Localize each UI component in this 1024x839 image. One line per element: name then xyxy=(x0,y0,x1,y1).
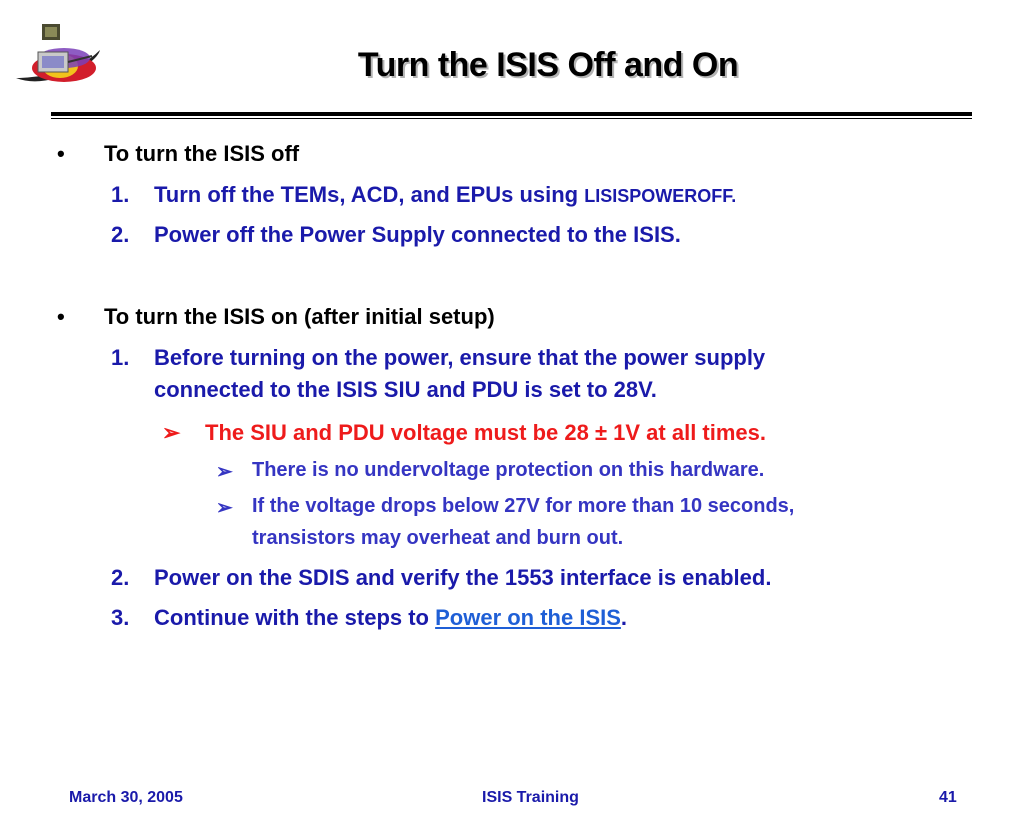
step-number: 2. xyxy=(111,222,130,247)
step-number: 1. xyxy=(111,345,130,370)
step-text: Power off the Power Supply connected to the ISIS. xyxy=(154,222,681,247)
footer-date: March 30, 2005 xyxy=(69,789,183,806)
arrow-bullet-icon: ➢ xyxy=(162,420,181,445)
step-text: Continue with the steps to xyxy=(154,605,436,630)
bullet-dot: • xyxy=(57,141,65,166)
bullet-dot: • xyxy=(57,304,65,329)
step-number: 2. xyxy=(111,565,130,590)
step-text: Power on the SDIS and verify the 1553 interface is enabled. xyxy=(154,565,772,590)
step-text-end: . xyxy=(620,605,628,630)
command-name: LISISPOWEROFF. xyxy=(584,186,737,206)
title-rule xyxy=(51,112,972,116)
note-text-line1: If the voltage drops below 27V for more than 10 seconds, xyxy=(252,495,795,517)
section-heading: To turn the ISIS on (after initial setup) xyxy=(104,304,495,329)
note-text: There is no undervoltage protection on this hardware. xyxy=(252,459,765,481)
step-text: Turn off the TEMs, ACD, and EPUs using xyxy=(154,182,585,207)
footer-page-number: 41 xyxy=(939,789,957,806)
power-on-isis-link[interactable]: Power on the ISIS xyxy=(435,605,621,630)
arrow-bullet-icon: ➢ xyxy=(216,461,233,483)
step-text-line2: connected to the ISIS SIU and PDU is set to 28V. xyxy=(154,377,657,402)
step-text-line1: Before turning on the power, ensure that the power supply xyxy=(154,345,766,370)
section-heading: To turn the ISIS off xyxy=(104,141,300,166)
step-number: 3. xyxy=(111,605,130,630)
step-number: 1. xyxy=(111,182,130,207)
note-text-line2: transistors may overheat and burn out. xyxy=(252,527,624,549)
warning-text: The SIU and PDU voltage must be 28 ± 1V at all times. xyxy=(205,420,767,445)
footer-title: ISIS Training xyxy=(482,789,579,806)
page-title: Turn the ISIS Off and On xyxy=(357,46,739,84)
title-rule-thin xyxy=(51,118,972,119)
arrow-bullet-icon: ➢ xyxy=(216,497,233,519)
